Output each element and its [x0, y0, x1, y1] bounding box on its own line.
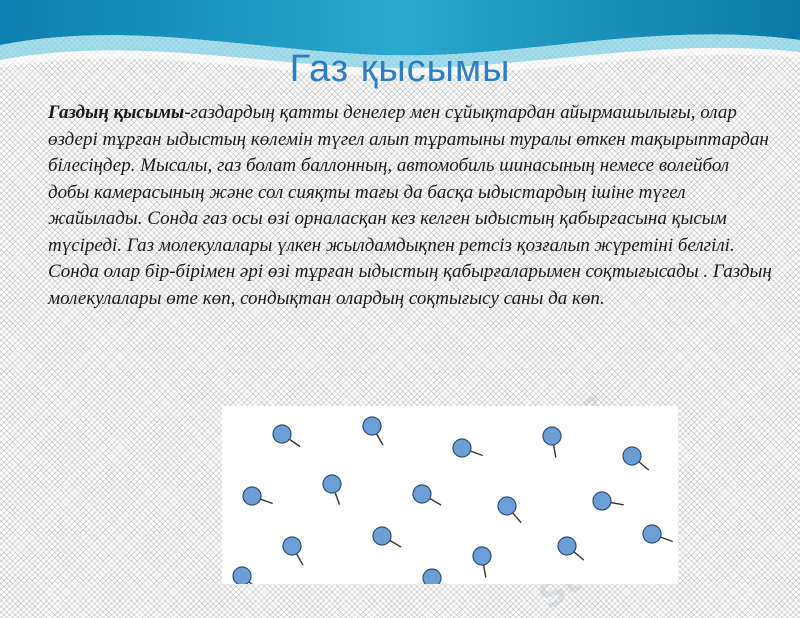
body-paragraph [48, 100, 772, 312]
molecule [273, 425, 300, 447]
molecule [283, 537, 303, 565]
molecule [558, 537, 584, 560]
body-text: -газдардың қатты денелер мен сұйықтардан айырмашылығы, олар өздері тұрған ыдыстың көлемін түгел алып тұратыны туралы өткен тақырыптардан білесіңдер. Мысалы, газ болат баллонның, автомобиль шинасының немесе волейбол добы камерасының және сол сияқты тағы да басқа ыдыстардың ішіне түгел жайылады. Сонда газ осы өзі орналасқан кез келген ыдыстың қабырғасына қысым түсіреді. Газ молекулалары үлкен жылдамдықпен ретсіз қозғалып жүретіні белгілі. Сонда олар бір-бірімен әрі өзі тұрған ыдыстың қабырғаларымен соқтығысады . Газдың молекулалары өте көп, сондықтан олардың соқтығысу саны да көп. [48, 102, 772, 309]
molecule [498, 497, 521, 523]
molecule [643, 525, 673, 543]
molecule [323, 475, 341, 505]
molecule [363, 417, 383, 445]
slide-title: Газ қысымы [289, 48, 511, 90]
molecule [473, 547, 491, 578]
molecule [413, 485, 441, 505]
gas-molecules-illustration [222, 406, 678, 584]
molecule [623, 447, 649, 470]
molecule [543, 427, 561, 458]
molecule [593, 492, 624, 510]
body-term: Газдың қысымы [48, 102, 185, 123]
molecule [373, 527, 401, 547]
molecule [233, 567, 259, 584]
molecule [423, 569, 443, 584]
molecule [453, 439, 483, 457]
molecule [243, 487, 273, 505]
